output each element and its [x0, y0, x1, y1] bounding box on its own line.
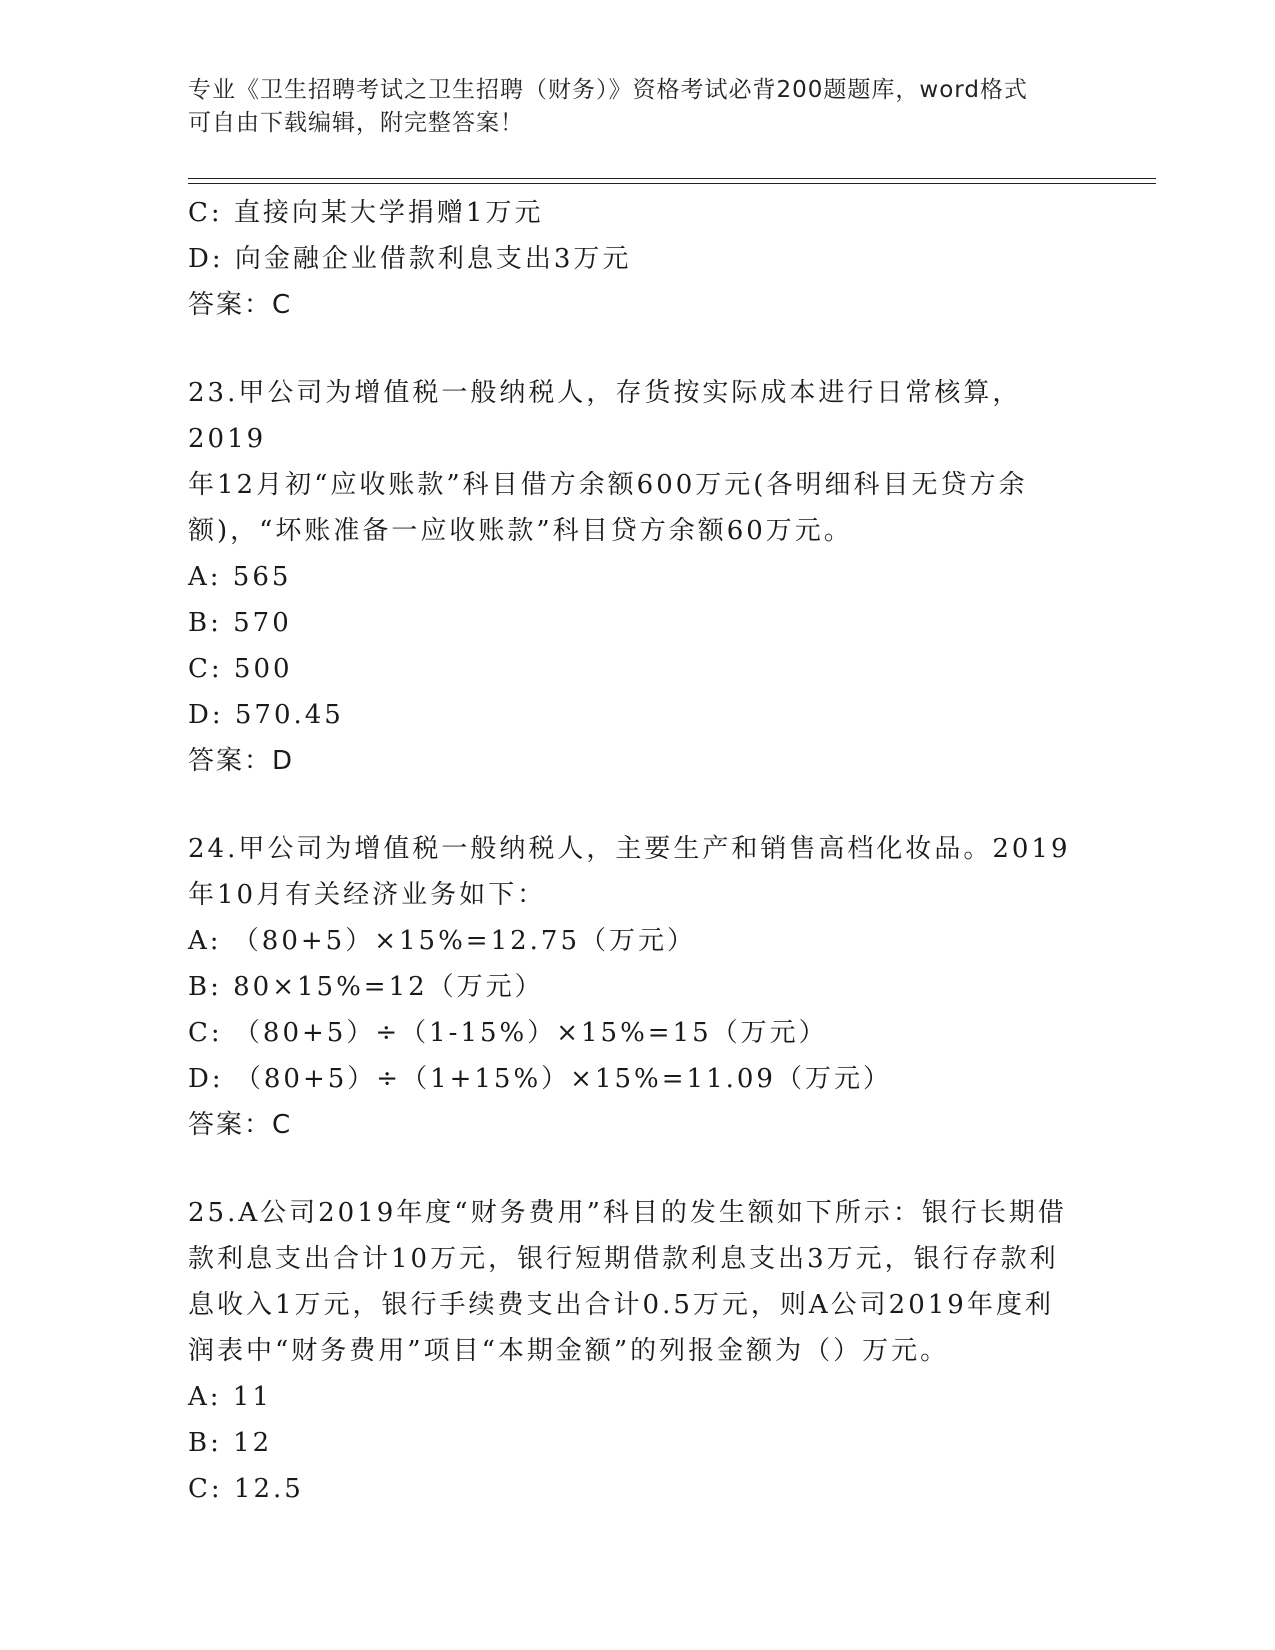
- document-body: [188, 190, 1088, 1512]
- q25-option-a: A: 11: [188, 1382, 272, 1412]
- spacer: [188, 1148, 1088, 1190]
- spacer: [188, 328, 1088, 370]
- q23-text-line-1: 23.甲公司为增值税一般纳税人，存货按实际成本进行日常核算，2019: [188, 378, 1022, 454]
- q22-option-c: C: 直接向某大学捐赠1万元: [188, 198, 544, 228]
- q24-answer: 答案：C: [188, 1110, 293, 1140]
- q23-option-b: B: 570: [188, 608, 292, 638]
- q22-option-d: D: 向金融企业借款利息支出3万元: [188, 244, 632, 274]
- q25-text-line-4: 润表中“财务费用”项目“本期金额”的列报金额为（）万元。: [188, 1336, 950, 1366]
- question-23: [188, 370, 1088, 784]
- q22-answer: 答案：C: [188, 290, 293, 320]
- q25-text-line-1: 25.A公司2019年度“财务费用”科目的发生额如下所示：银行长期借: [188, 1198, 1067, 1228]
- header-line-1: 专业《卫生招聘考试之卫生招聘（财务）》资格考试必背200题题库，word格式: [188, 77, 1028, 103]
- q23-option-a: A: 565: [188, 562, 292, 592]
- q25-text-line-3: 息收入1万元，银行手续费支出合计0.5万元，则A公司2019年度利: [188, 1290, 1054, 1320]
- q24-option-c: C: （80+5）÷（1-15%）×15%=15（万元）: [188, 1018, 828, 1048]
- spacer: [188, 784, 1088, 826]
- q23-answer: 答案：D: [188, 746, 295, 776]
- q24-option-a: A: （80+5）×15%=12.75（万元）: [188, 926, 697, 956]
- question-22-tail: [188, 190, 1088, 328]
- question-24: [188, 826, 1088, 1148]
- q24-option-d: D: （80+5）÷（1+15%）×15%=11.09（万元）: [188, 1064, 892, 1094]
- q23-text-line-2: 年12月初“应收账款”科目借方余额600万元(各明细科目无贷方余: [188, 470, 1028, 500]
- q24-text-line-2: 年10月有关经济业务如下：: [188, 880, 547, 910]
- header-divider: [188, 178, 1156, 184]
- q23-text-line-3: 额)，“坏账准备一应收账款”科目贷方余额60万元。: [188, 516, 853, 546]
- q23-option-d: D: 570.45: [188, 700, 344, 730]
- q25-option-b: B: 12: [188, 1428, 273, 1458]
- q23-option-c: C: 500: [188, 654, 293, 684]
- document-header: [188, 74, 1088, 140]
- q24-text-line-1: 24.甲公司为增值税一般纳税人，主要生产和销售高档化妆品。2019: [188, 834, 1071, 864]
- question-25: [188, 1190, 1088, 1512]
- header-line-2: 可自由下载编辑，附完整答案！: [188, 110, 524, 136]
- q24-option-b: B: 80×15%=12（万元）: [188, 972, 544, 1002]
- q25-text-line-2: 款利息支出合计10万元，银行短期借款利息支出3万元，银行存款利: [188, 1244, 1059, 1274]
- q25-option-c: C: 12.5: [188, 1474, 304, 1504]
